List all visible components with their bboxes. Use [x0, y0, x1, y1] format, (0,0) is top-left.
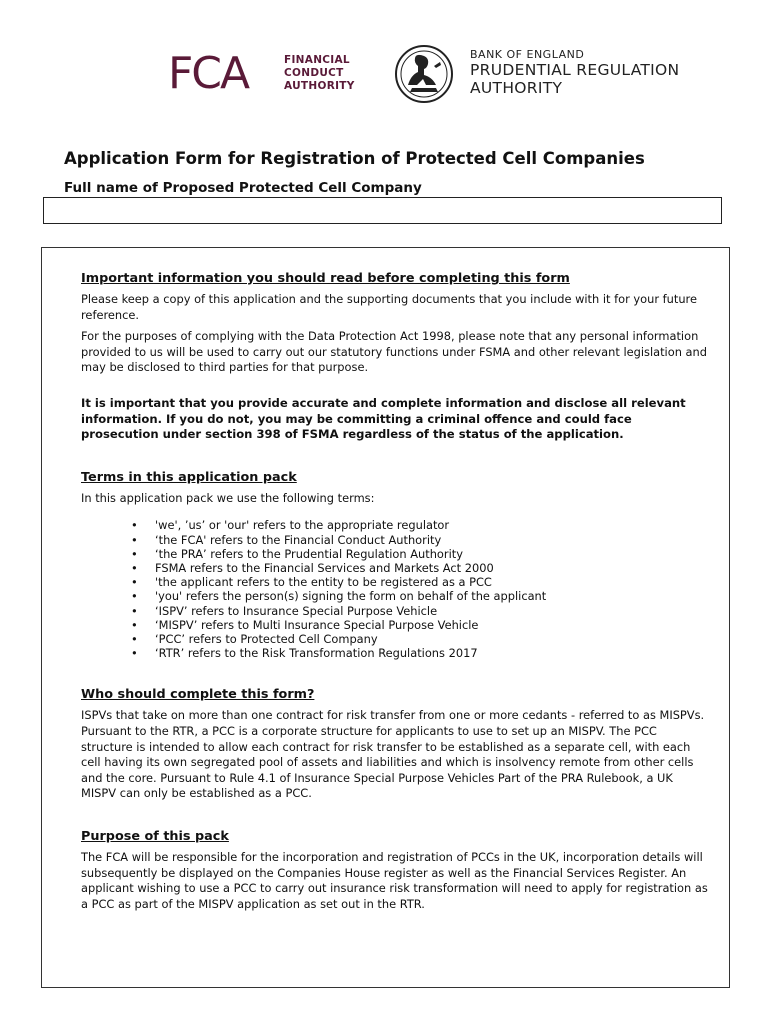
bank-of-england-seal-icon	[394, 44, 454, 104]
accuracy-warning: It is important that you provide accurate and complete information and disclose all relevant information. If you do not, you may be committing a criminal offence and could face prosecution under section 398 of FSMA regardless of the status of the application.	[81, 395, 686, 442]
svg-text:FCA: FCA	[168, 50, 249, 94]
form-title: Application Form for Registration of Protected Cell Companies	[64, 149, 645, 168]
data-protection-paragraph: For the purposes of complying with the Data Protection Act 1998, please note that any personal information provided to us will be used to carry out our statutory functions under FSMA and other relevant legislation and may be disclosed to third parties for that purpose.	[81, 329, 707, 375]
list-item: • 'the applicant refers to the entity to be registered as a PCC	[155, 575, 711, 589]
purpose-heading: Purpose of this pack	[81, 828, 229, 844]
important-info-paragraph: Please keep a copy of this application and the supporting documents that you include with it for your future reference.	[81, 292, 697, 322]
important-info-heading: Important information you should read before completing this form	[81, 271, 570, 286]
page-header	[0, 0, 770, 120]
who-heading: Who should complete this form?	[81, 687, 315, 703]
pra-logo-text: BANK OF ENGLAND PRUDENTIAL REGULATION AUTHORITY	[470, 48, 680, 97]
list-item: • 'you' refers the person(s) signing the form on behalf of the applicant	[155, 589, 711, 603]
terms-intro: In this application pack we use the following terms:	[81, 490, 375, 505]
list-item: • ‘the PRA’ refers to the Prudential Regulation Authority	[155, 547, 711, 561]
fca-logo-mark	[168, 50, 278, 94]
list-item: • FSMA refers to the Financial Services and Markets Act 2000	[155, 561, 711, 575]
list-item: • ‘PCC’ refers to Protected Cell Company	[155, 632, 711, 646]
list-item: • 'we', ’us’ or 'our' refers to the appropriate regulator	[155, 518, 711, 532]
pra-logo	[394, 44, 714, 106]
who-paragraph: ISPVs that take on more than one contract for risk transfer from one or more cedants - referred to as MISPVs. Pursuant to the RTR, a PCC is a corporate structure for applicants to use to set up an MISPV. The PCC structure is intended to allow each contract for risk transfer to be established as a separate cell, with each cell having its own segregated pool of assets and liabilities and which is insolvency remote from other cells and the core. Pursuant to Rule 4.1 of Insurance Special Purpose Vehicles Part of the PRA Rulebook, a UK MISPV can only be established as a PCC.	[81, 708, 705, 801]
list-item: • ‘RTR’ refers to the Risk Transformation Regulations 2017	[155, 646, 711, 660]
terms-heading: Terms in this application pack	[81, 469, 297, 485]
purpose-paragraph: The FCA will be responsible for the incorporation and registration of PCCs in the UK, incorporation details will subsequently be displayed on the Companies House register as well as the Financial Services Register. An applicant wishing to use a PCC to carry out insurance risk transformation will need to apply for registration as a PCC as part of the MISPV application as set out in the RTR.	[81, 849, 708, 911]
fca-logo-text: FINANCIAL CONDUCT AUTHORITY	[284, 54, 355, 92]
terms-list	[81, 518, 711, 660]
company-name-field[interactable]	[43, 197, 722, 224]
information-content	[81, 270, 711, 918]
company-name-label: Full name of Proposed Protected Cell Company	[64, 180, 422, 196]
list-item: • ‘the FCA' refers to the Financial Conduct Authority	[155, 533, 711, 547]
list-item: • ‘MISPV’ refers to Multi Insurance Special Purpose Vehicle	[155, 618, 711, 632]
list-item: • ‘ISPV’ refers to Insurance Special Purpose Vehicle	[155, 604, 711, 618]
fca-logo	[168, 50, 368, 100]
